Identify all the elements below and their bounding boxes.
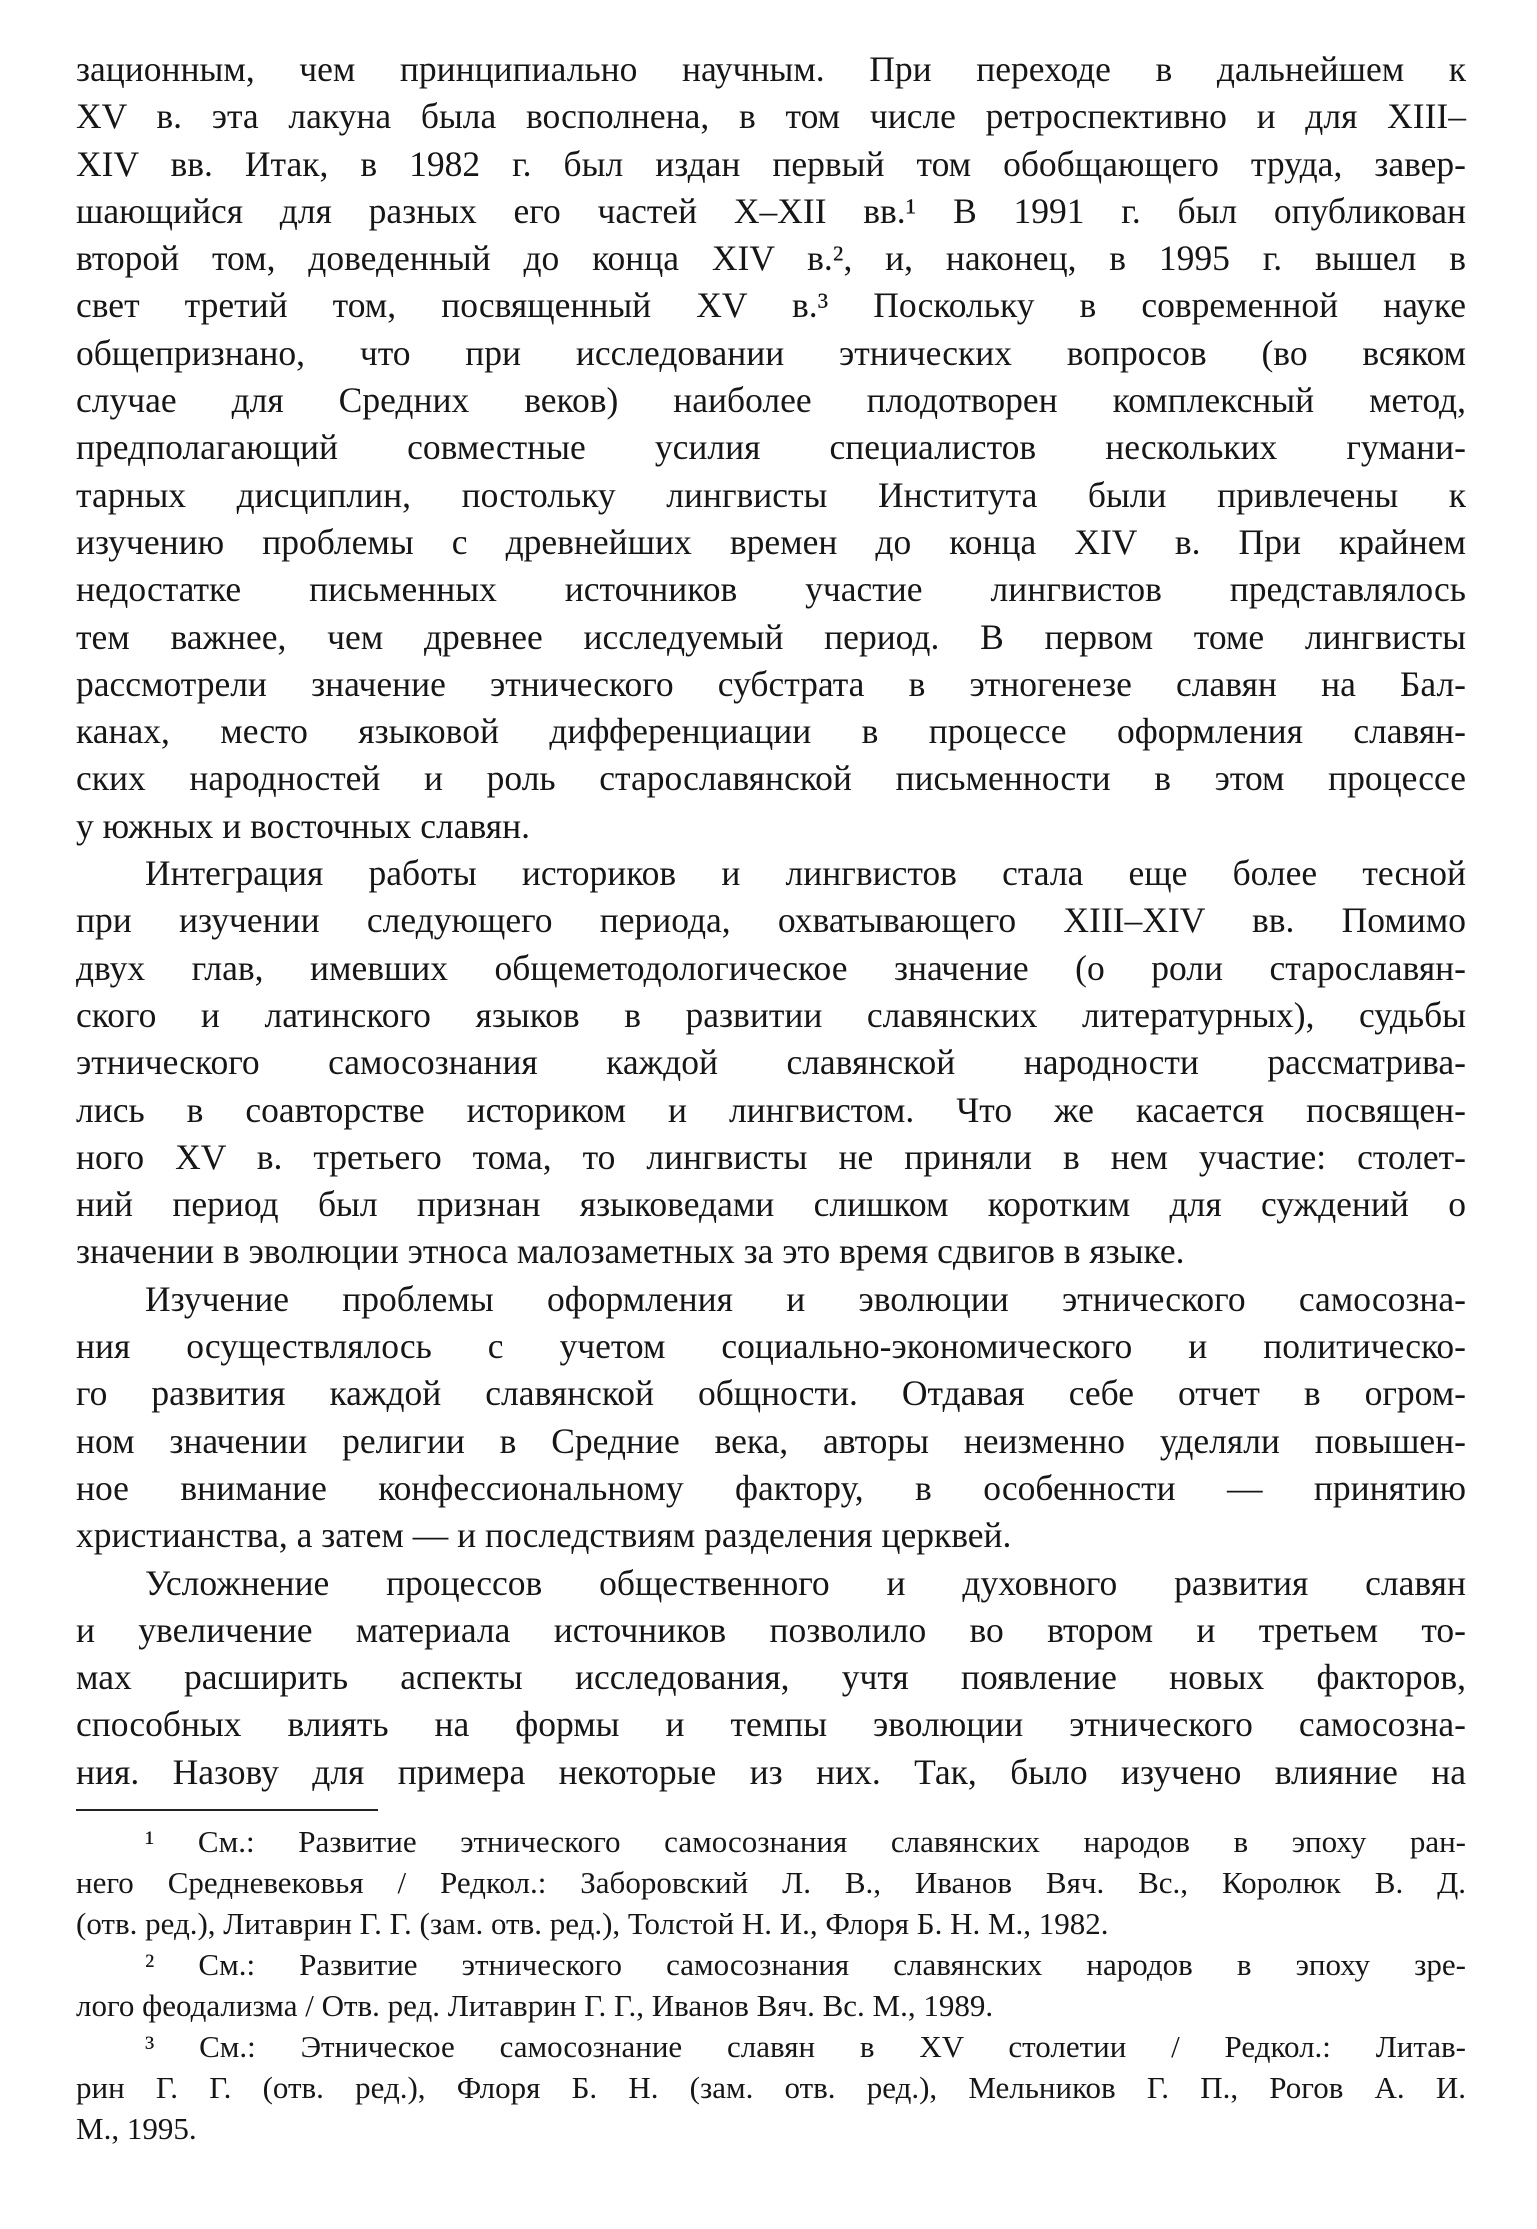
text-line: ния осуществлялось с учетом социально-экономического и политическо-	[76, 1326, 1466, 1367]
text-line: Усложнение процессов общественного и духовного развития славян	[145, 1562, 1466, 1603]
footnote-2	[76, 1944, 1466, 2026]
text-line: христианства, а затем — и последствиям разделения церквей.	[76, 1515, 1012, 1556]
footnote-line: ³ См.: Этническое самосознание славян в XV столетии / Редкол.: Литав-	[145, 2029, 1466, 2064]
text-line: Интеграция работы историков и лингвистов стала еще более тесной	[145, 853, 1466, 894]
text-line: при изучении следующего периода, охватывающего XIII–XIV вв. Помимо	[76, 900, 1466, 941]
text-line: изучению проблемы с древнейших времен до конца XIV в. При крайнем	[76, 521, 1466, 562]
text-line: двух глав, имевших общеметодологическое значение (о роли старославян-	[76, 947, 1466, 988]
text-line: шающийся для разных его частей X–XII вв.¹ В 1991 г. был опубликован	[76, 190, 1466, 231]
paragraph-1	[76, 46, 1466, 850]
paragraph-4	[76, 1560, 1466, 1796]
footnote-line: (отв. ред.), Литаврин Г. Г. (зам. отв. ред.), Толстой Н. И., Флоря Б. Н. М., 1982.	[76, 1906, 1109, 1941]
text-line: XV в. эта лакуна была восполнена, в том числе ретроспективно и для XIII–	[76, 96, 1466, 137]
text-line: тем важнее, чем древнее исследуемый период. В первом томе лингвисты	[76, 616, 1466, 657]
text-line: XIV вв. Итак, в 1982 г. был издан первый том обобщающего труда, завер-	[76, 143, 1466, 184]
paragraph-2	[76, 850, 1466, 1276]
text-line: ских народностей и роль старославянской письменности в этом процессе	[76, 758, 1466, 799]
footnote-line: ² См.: Развитие этнического самосознания славянских народов в эпоху зре-	[145, 1947, 1466, 1982]
footnote-line: М., 1995.	[76, 2111, 197, 2146]
text-line: канах, место языковой дифференциации в процессе оформления славян-	[76, 711, 1466, 752]
text-line: предполагающий совместные усилия специалистов нескольких гумани-	[76, 427, 1466, 468]
text-line: второй том, доведенный до конца XIV в.², и, наконец, в 1995 г. вышел в	[76, 238, 1466, 279]
text-line: ского и латинского языков в развитии славянских литературных), судьбы	[76, 994, 1466, 1035]
text-line: способных влиять на формы и темпы эволюции этнического самосозна-	[76, 1704, 1466, 1745]
footnote-separator	[76, 1809, 378, 1811]
footnotes	[76, 1821, 1466, 2149]
text-line: зационным, чем принципиально научным. При переходе в дальнейшем к	[76, 49, 1466, 89]
text-line: ное внимание конфессиональному фактору, в особенности — принятию	[76, 1467, 1466, 1508]
footnote-3	[76, 2026, 1466, 2149]
main-text	[76, 46, 1466, 1796]
text-line: недостатке письменных источников участие лингвистов представлялось	[76, 569, 1466, 610]
text-line: ном значении религии в Средние века, авторы неизменно уделяли повышен-	[76, 1420, 1466, 1461]
text-line: и увеличение материала источников позволило во втором и третьем то-	[76, 1609, 1466, 1650]
text-line: свет третий том, посвященный XV в.³ Поскольку в современной науке	[76, 285, 1466, 326]
text-line: значении в эволюции этноса малозаметных за это время сдвигов в языке.	[76, 1231, 1185, 1272]
text-line: ного XV в. третьего тома, то лингвисты не приняли в нем участие: столет-	[76, 1136, 1466, 1177]
text-line: общепризнано, что при исследовании этнических вопросов (во всяком	[76, 332, 1466, 373]
text-line: ния. Назову для примера некоторые из них. Так, было изучено влияние на	[76, 1751, 1466, 1792]
footnote-line: него Средневековья / Редкол.: Заборовский Л. В., Иванов Вяч. Вс., Королюк В. Д.	[76, 1865, 1466, 1900]
text-line: этнического самосознания каждой славянской народности рассматрива-	[76, 1042, 1466, 1083]
text-line: Изучение проблемы оформления и эволюции этнического самосозна-	[145, 1278, 1466, 1319]
footnote-line: лого феодализма / Отв. ред. Литаврин Г. Г., Иванов Вяч. Вс. М., 1989.	[76, 1988, 994, 2023]
text-line: рассмотрели значение этнического субстрата в этногенезе славян на Бал-	[76, 663, 1466, 704]
footnote-line: рин Г. Г. (отв. ред.), Флоря Б. Н. (зам. отв. ред.), Мельников Г. П., Рогов А. И.	[76, 2070, 1466, 2105]
footnote-1	[76, 1821, 1466, 1944]
footnote-line: ¹ См.: Развитие этнического самосознания славянских народов в эпоху ран-	[145, 1824, 1466, 1859]
text-line: у южных и восточных славян.	[76, 805, 530, 846]
text-line: случае для Средних веков) наиболее плодотворен комплексный метод,	[76, 380, 1466, 421]
text-line: мах расширить аспекты исследования, учтя появление новых факторов,	[76, 1657, 1466, 1698]
paragraph-3	[76, 1276, 1466, 1560]
text-line: ний период был признан языковедами слишком коротким для суждений о	[76, 1184, 1466, 1225]
text-line: лись в соавторстве историком и лингвистом. Что же касается посвящен-	[76, 1089, 1466, 1130]
text-line: го развития каждой славянской общности. Отдавая себе отчет в огром-	[76, 1373, 1466, 1414]
text-line: тарных дисциплин, постольку лингвисты Института были привлечены к	[76, 474, 1466, 515]
